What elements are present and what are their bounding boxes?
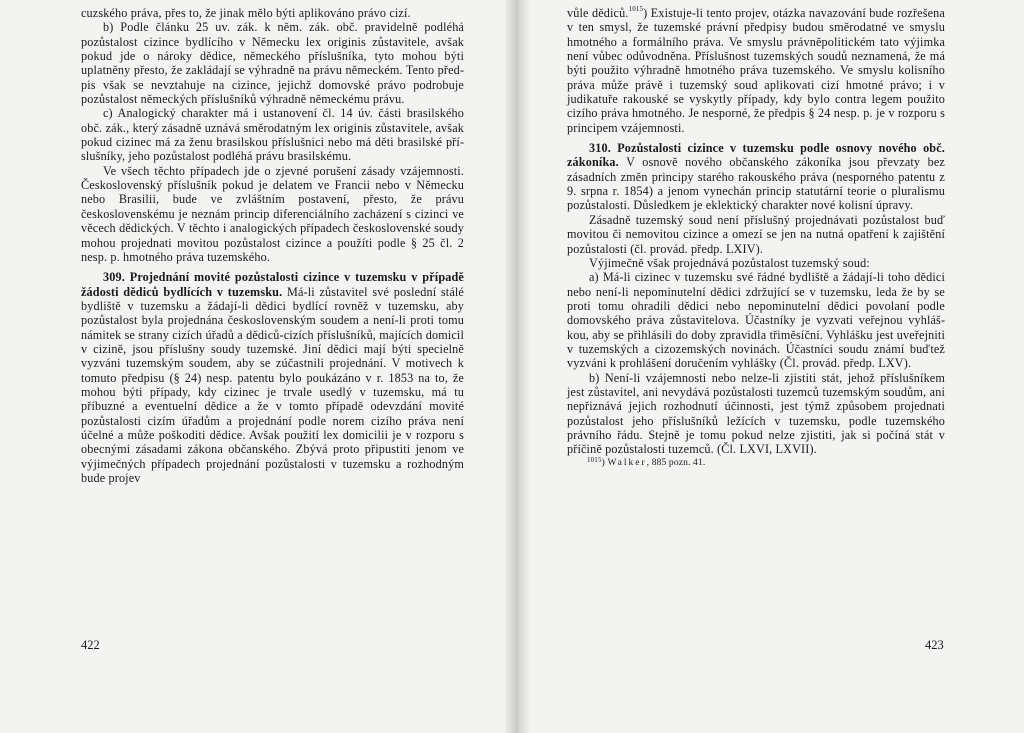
paragraph-start: vůle dědiců. — [567, 6, 629, 20]
footnote-number: 1015 — [587, 455, 602, 464]
paragraph: Ve všech těchto případech jde o zjevné porušení zásady vzájemnosti. Československý příslušník pokud je delatem ve Francii nebo v Německu nebo Brasilii, bude ve zvláštním postavení, přesto, že právu československému je neznám princip diferenciálního zacházení s cizinci ve věcech dědických. V těchto i analogických případech československé soudy mohou projednati movitou pozůstalost cizince a použíti podle § 25 čl. 2 nesp. p. hmotného práva tuzemského. — [81, 163, 464, 264]
paragraph: Zásadně tuzemský soud není příslušný projednávati pozůstalost buď movitou či nemovitou cizince a omezí se jen na nutná opatření k zajištění pozůstalosti (čl. provád. předp. LXIV). — [567, 212, 945, 256]
section-body: V osnově nového občanského zákoníka jsou převzaty bez zásadních změn principy starého rakouského práva (nesporného patentu z 9. srpna r. 1854) a jenom vynechán princip statutární teorie o pluralismu pozůstalosti. Důsledkem je eklektický charakter nové kolisní úpravy. — [567, 155, 945, 213]
section-title: 309. Projednání movité pozůstalosti cizince v tuzemsku v případě žádosti dědiců bydlících v tuzemsku. — [81, 270, 464, 299]
paragraph: Výjimečně však projednává pozůstalost tuzemský soud: — [589, 255, 870, 270]
section-309 — [81, 270, 464, 485]
paragraph — [567, 6, 945, 135]
footnote: $^{1015}$) Walker, 885 pozn. 41. — [587, 455, 706, 468]
section-310 — [567, 141, 945, 213]
paragraph: a) Má-li cizinec v tuzemsku své řádné bydliště a žádají-li toho dědici nebo není-li nepominutelní dědici zdržující se v tuzemsku, leda že by se proti tomu ohradili dědici nebo nepominutelní dědici povolaní podle domovského práva zůstavitelova. Účastníky je vyzvati veřejnou vyhláškou, aby se přihlásili do doby zpravidla třiměsíční. Vyhlášku jest uveřejniti v tuzemských a cizozemských novinách. Účastníci soudu známí buďtež vyzváni k prohlášení doručením vyhlášky (Čl. provád. předp. LXV). — [567, 270, 945, 371]
left-page — [0, 0, 505, 733]
paragraph-rest: ) Existuje-li tento projev, otázka navazování bude rozřešena v ten smysl, že tuzemské právní předpisy budou směrodatné ve smyslu hmotného a formálního práva. Ve smyslu právněpolitickém tato výjimka není vůbec odůvodněna. Příslušnost tuzemských soudů neznamená, že má býti použito výhradně hmotného práva tuzemského. Ve smyslu kolisního práva může právě i tuzemský soud aplikovati cizí hmotné právo; i v judikatuře rakouské se vyskytly případy, kdy bylo contra legem použito cizího práva hmotného. Je nesporné, že předpis § 24 nesp. p. je v rozporu s principem vzájemnosti. — [567, 6, 945, 135]
page-number: 422 — [81, 638, 100, 652]
section-body: Má-li zůstavitel své poslední stálé bydliště v tuzemsku a žádají-li dědici bydlící rovněž v tuzemsku, aby pozůstalost byla projednána československým soudem a není-li proti tomu námitek se strany cizích úřadů a dědiců-cizích příslušníků, majících domicil v cizině, jsou příslušny soudy tuzemské. Jiní dědici mají býti specielně vyzváni tuzemským soudem, aby se zúčastnili projednání. V motivech k tomuto předpisu (§ 24) nesp. patentu bylo poukázáno v r. 1853 na to, že mohou býti případy, kdy cizinec je trvale usedlý v tuzemsku, má tu příbuzné a eventuelní dědice a že v tomto případě odevzdání movité pozůstalosti cizím úřadům a projednání podle norem cizího práva není účelné a může poškoditi dědice. Avšak použití lex domicilii je v rozporu s obecnými zásadami zákona občanského. Zbývá proto připustiti jenom ve výjimečných případech projednání pozůstalosti v tuzemsku a rozhodným bude projev — [81, 284, 464, 485]
footnote-text: , 885 pozn. 41. — [646, 457, 706, 468]
left-page-text — [81, 6, 464, 485]
footnote-author: Walker — [607, 457, 647, 468]
section-title: 310. Pozůstalosti cizince v tuzemsku podle osnovy nového obč. zákoníka. — [567, 141, 945, 170]
book-gutter — [505, 0, 529, 733]
footnote-ref: 1015 — [628, 5, 644, 13]
right-page-text — [567, 6, 945, 469]
page-number: 423 — [925, 638, 944, 652]
paragraph: c) Analogický charakter má i ustanovení čl. 14 úv. části brasilského obč. zák., který zásadně uznává směrodatným lex originis zůstavitele, avšak pokud cizinec má za ženu brasilskou příslušnici nebo má děti brasilské příslušníky, jeho pozůstalost podléhá právu brasilskému. — [81, 106, 464, 164]
paragraph: b) Není-li vzájemnosti nebo nelze-li zjistiti stát, jehož příslušníkem jest zůstavitel, ani nevydává pozůstalosti tuzemců tuzemským soudům, ani nepřiznává jejich rozhodnutí účinnosti, jest týmž způsobem projednati pozůstalost jeho příslušníků ležících v tuzemsku, podle tuzemského právního řádu. Stejně je tomu pokud nelze zjistiti, jak si počíná stát v příčině pozůstalosti tuzemců. (Čl. LXVI, LXVII). — [567, 370, 945, 457]
paragraph: cuzského práva, přes to, že jinak mělo býti aplikováno právo cizí. — [81, 6, 411, 20]
right-page — [529, 0, 1024, 733]
paragraph: b) Podle článku 25 uv. zák. k něm. zák. obč. pravidelně podléhá pozůstalost cizince bydlícího v Německu lex originis zůstavitele, avšak pokud jde o nároky dědice, německého příslušníka, tyto mohou býti uplatněny přesto, že zakládají se výhradně na právu německém. Tento předpis však se nevztahuje na cizince, jejichž domovské právo podrobuje pozůstalost německých příslušníků výhradně německému právu. — [81, 20, 464, 107]
